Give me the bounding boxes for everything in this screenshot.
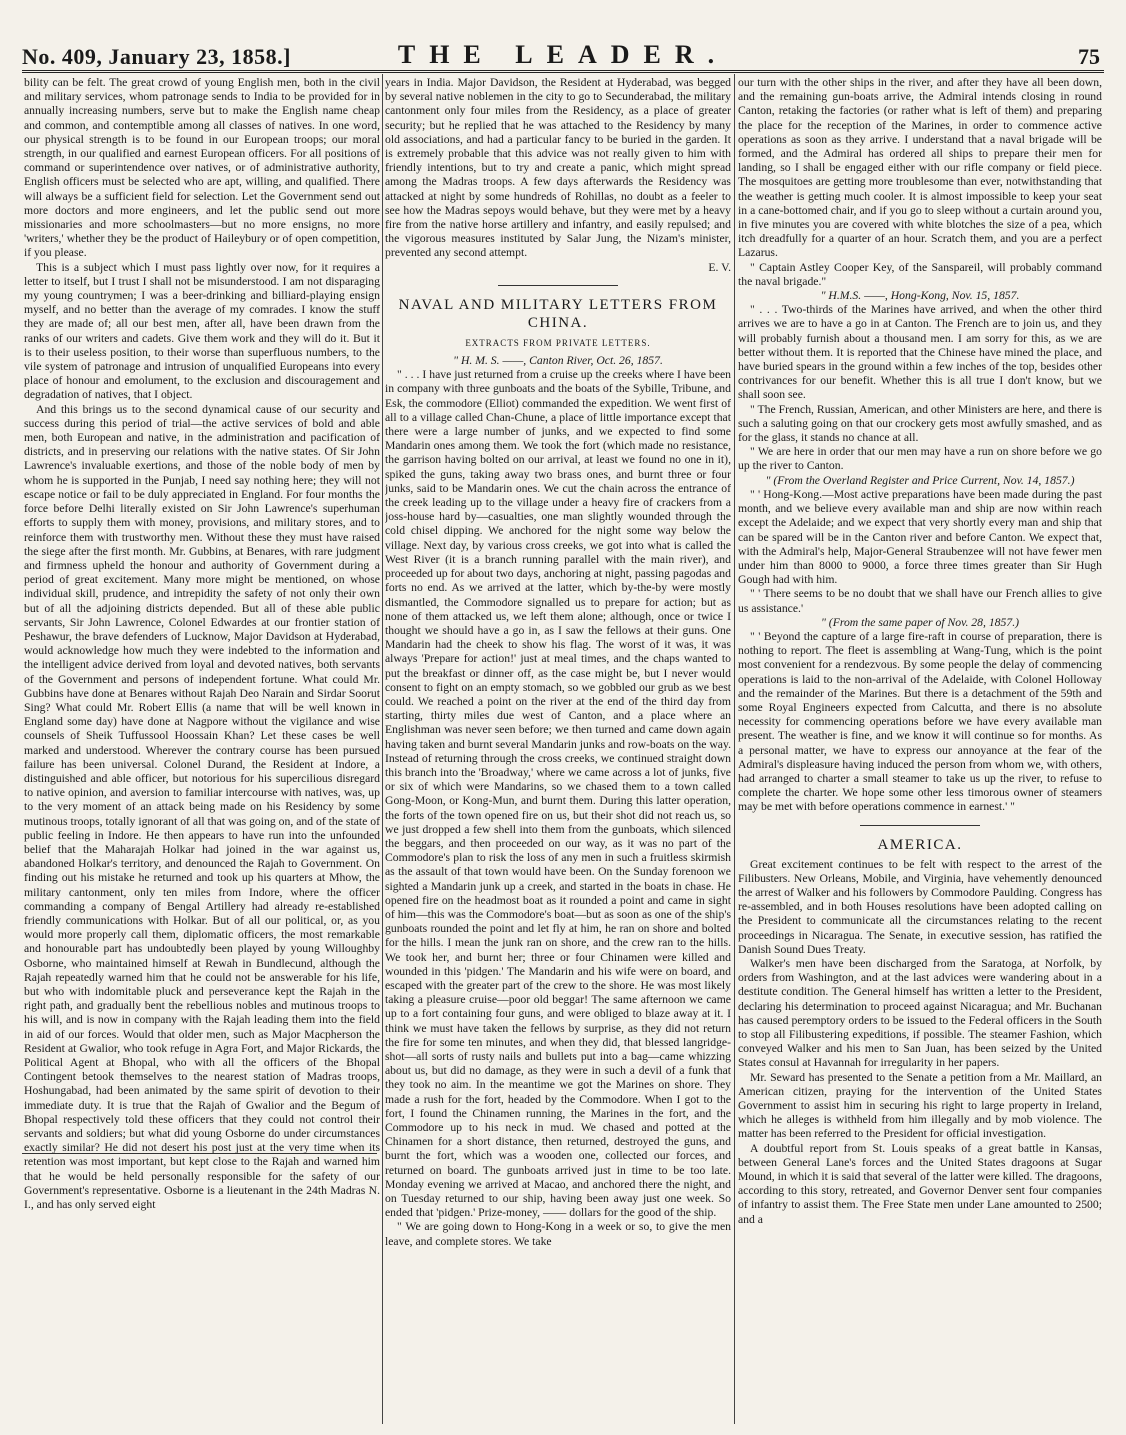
article-subheading: EXTRACTS FROM PRIVATE LETTERS. <box>465 337 651 348</box>
dateline: " H. M. S. ——, Canton River, Oct. 26, 1857. <box>453 354 663 368</box>
section-rule <box>498 285 618 286</box>
paragraph: " ' Beyond the capture of a large fire-raft in course of preparation, there is nothing to report. The fleet is assembling at Wang-Tung, which is the point most convenient for a rendezvous. By some people the delay of commencing operations is laid to the non-arrival of the Adelaide, with Colonel Holloway and the remainder of the Marines. But there is a detachment of the 59th and some Royal Engineers expected from Calcutta, and there is no absolute necessity for commencing operations before we have every available man present. The weather is fine, and we know it will continue so for months. As a personal matter, we have to express our annoyance at the fear of the Admiral's displeasure having induced the person from whom we, with others, had arranged to charter a small steamer to take us up the river, to refuse to complete the charter. We hope some other less timorous owner of steamers may be met with before operations commence in earnest.' " <box>738 629 1102 814</box>
signature: E. V. <box>708 260 731 274</box>
paragraph: " . . . Two-thirds of the Marines have arrived, and when the other third arrives we are to have a go in at Canton. The French are to join us, and they will probably furnish about a thousand men. I am sorry for this, as we are better without them. It is reported that the Chinese have mined the place, and have buried spears in the ground within a few inches of the top, besides other contrivances for our benefit. Whether this is all true I don't know, but we shall soon see. <box>738 303 1102 402</box>
column-2 <box>385 76 731 1422</box>
paragraph: " We are here in order that our men may have a run on shore before we go up the river to Canton. <box>738 445 1102 473</box>
paragraph: " . . . I have just returned from a cruise up the creeks where I have been in company with three gunboats and the boats of the Sybille, Tribune, and Esk, the commodore (Elliot) commanded the expedition. We went first of all to a village called Chan-Chune, a place of little importance except that there were a large number of junks, and we expected to find some Mandarin ones among them. We took the fort (which made no resistance, the garrison having bolted on our arrival, at least we found no one in it), spiked the guns, taking away two brass ones, and burnt three or four junks, said to be Mandarin ones. We cut the chain across the entrance of the creek leading up to the village under a heavy fire of crackers from a joss-house hard by—casualties, one man slightly wounded through the cold chisel dipping. We anchored for the night some way below the village. Next day, by various cross creeks, we got into what is called the West River (it is a branch running parallel with the main river), and proceeded up for about two days, anchoring at night, passing pagodas and forts no end. As we arrived at the latter, which by-the-by were mostly dismantled, the Commodore signalled us to prepare for action; but as none of them attacked us, we left them alone; although, once or twice I thought we should have a go in, as I saw the fellows at their guns. One Mandarin had the cheek to show his flag. The worst of it was, it was always 'Prepare for action!' just at meal times, and the chaps wanted to put the breakfast or dinner off, as the case might be, but I never would consent to fight on an empty stomach, so we gobbled our grub as we best could. We reached a point on the river at the end of the third day from starting, thirty miles due west of Canton, and a place where an Englishman was never seen before; we then turned and came down again having taken and burnt several Mandarin junks and row-boats on the way. Instead of returning through the cross creeks, we continued straight down this branch into the 'Broadway,' where we came across a lot of junks, five or six of which were Mandarins, so we chased them to a town called Gong-Moon, or Kong-Mun, and burnt them. During this latter operation, the forts of the town opened fire on us, but their shot did not reach us, so we just dropped a few shell into them from the gunboats, which silenced the beggars, and then proceeded on our way, as it was no part of the Commodore's plan to risk the loss of any men in such a fruitless skirmish as the assault of that town would have been. On the Sunday forenoon we sighted a Mandarin junk up a creek, and started in the boats in chase. He opened fire on the headmost boat as it rounded a point and came in sight of him—this was the Commodore's boat—but as soon as one of the ship's gunboats rounded the point and let fly at him, he ran on shore and bolted for the hills. I mean the junk ran on shore, and the crew ran to the hills. We took her, and burnt her; three or four Chinamen were killed and wounded in this 'pidgen.' The Mandarin and his wife were on board, and escaped with the greater part of the crew to the shore. He was most likely taking a pleasure cruise—poor old beggar! The same afternoon we came up to a fort containing four guns, and were obliged to blaze away at it. I think we must have taken the fellows by surprise, as they did not return the fire for some ten minutes, and when they did, that blessed langridge-shot—all sorts of rusty nails and bullets put into a bag—came whizzing about us, but did no damage, as they were in such a devil of a funk that they took no aim. In the meantime we got the Marines on shore. They made a rush for the fort, headed by the Commodore. When I got to the fort, I found the Chinamen running, the Marines in the fort, and the Commodore up to his neck in mud. We chased and potted at the Chinamen for a short distance, then returned, destroyed the guns, and burnt the fort, which was a wooden one, collected our forces, and returned on board. The gunboats arrived just in time to be too late. Monday evening we arrived at Macao, and anchored there the night, and on Tuesday returned to our ship, having been away just one week. So ended that 'pidgen.' Prize-money, —— dollars for the good of the ship. <box>385 368 731 1220</box>
column-divider <box>734 74 735 1424</box>
paragraph: our turn with the other ships in the river, and after they have all been down, and the remaining gun-boats arrive, the Admiral intends closing in round Canton, retaking the factories (or rather what is left of them) and preparing the place for the reception of the Marines, in order to commence active operations as soon as they arrive. I understand that a naval brigade will be formed, and the Admiral has ordered all ships to prepare their men for landing, so I shall be engaged either with our rifle company or field piece. The mosquitoes are getting more troublesome than ever, notwithstanding that the weather is getting much cooler. It is almost impossible to keep your seat in a cane-bottomed chair, and if you go to sleep without a curtain around you, in five minutes you are covered with white blotches the size of a pea, which itch dreadfully for a quarter of an hour. Scratch them, and you are a perfect Lazarus. <box>738 76 1102 260</box>
paragraph: years in India. Major Davidson, the Resident at Hyderabad, was begged by several native noblemen in the city to go to Secunderabad, the military cantonment only four miles from the Residency, as a place of greater security; but he replied that he was attached to the Residency by many old associations, and had a particular fancy to be buried in the garden. It is extremely probable that this advice was not really given to him with friendly intentions, but to try and create a panic, which might spread among the Madras troops. A few days afterwards the Residency was attacked at night by some hundreds of Rohillas, no doubt as a feeler to see how the Madras sepoys would behave, but they were met by a heavy fire from the native horse artillery and infantry, and easily repulsed; and the vigorous measures instituted by Salar Jung, the Nizam's minister, prevented any second attempt. <box>385 76 731 260</box>
masthead <box>22 40 1104 70</box>
column-3 <box>738 76 1102 1422</box>
paragraph: This is a subject which I must pass lightly over now, for it requires a letter to itself, but I trust I shall not be misunderstood. I am not disparaging my young countrymen; I was a beer-drinking and billiard-playing ensign myself, and no better than the average of my comrades. I know the stuff they are made of; all our best men, after all, have been drawn from the ranks of our writers and cadets. Give them work and they will do it. But it is to their useless position, to their worse than superfluous numbers, to the vile system of patronage and intrusion of unqualified Europeans into every place of honour and emolument, to the exclusion and discouragement and degradation of natives, that I object. <box>24 260 380 402</box>
dateline: " (From the same paper of Nov. 28, 1857.) <box>820 615 1020 629</box>
paragraph: " ' There seems to be no doubt that we shall have our French allies to give us assistance.' <box>738 587 1102 615</box>
paragraph: A doubtful report from St. Louis speaks of a great battle in Kansas, between General Lane's forces and the United States dragoons at Sugar Mound, in which it is said that several of the latter were killed. The dragoons, according to this story, retreated, and Governor Denver sent four companies of infantry to assist them. The Free State men under Lane amounted to 2500; and a <box>738 1141 1102 1226</box>
masthead-rule <box>22 70 1104 73</box>
page-number: 75 <box>1078 44 1100 69</box>
paragraph: And this brings us to the second dynamical cause of our security and success during this period of trial—the active services of bold and able men, both European and native, in the administration and pacification of districts, and in preserving our relations with the native states. Of Sir John Lawrence's invaluable exertions, and those of the noble body of men by whom he is supported in the Punjab, I need say nothing here; they will not escape notice or fail to be duly appreciated in England. For four months the force before Delhi literally existed on Sir John Lawrence's superhuman efforts to supply them with money, provisions, and military stores, and to reinforce them with trustworthy men. Without these they must have raised the siege after the first month. Mr. Gubbins, at Benares, with rare judgment and firmness upheld the honour and authority of Government during a period of great excitement. Many more might be mentioned, on whose individual skill, prudence, and intrepidity the safety of not only their own but of all the adjoining districts depended. But all of these able public servants, Sir John Lawrence, Colonel Edwardes at our frontier station of Peshawur, the brave defenders of Lucknow, Major Davidson at Hyderabad, would acknowledge how much they were indebted to the information and the intelligent advice derived from loyal and devoted natives, both servants of the Government and persons of independent fortune. What could Mr. Gubbins have done at Benares without Rajah Deo Narain and Sirdar Soorut Sing? What could Mr. Robert Ellis (a name that will be well known in England some day) have done at Nagpore without the vigilance and wise counsels of Sheik Tuffussool Hoossain Khan? Let these cases be well marked and understood. Wherever the contrary course has been pursued failure has been universal. Colonel Durand, the Resident at Indore, a distinguished and able officer, but notorious for his supercilious disregard to native opinion, and aversion to familiar intercourse with natives, was, up to the very moment of an attack being made on his Residency by some mutinous troops, totally ignorant of all that was going on, and of the state of public feeling in Indore. He then appears to have run into the unfounded belief that the Maharajah Holkar had joined in the war against us, abandoned Holkar's territory, and denounced the Rajah to Government. On finding out his mistake he returned and took up his quarters at Mhow, the military cantonment, only ten miles from Indore, where the officer commanding a company of Bengal Artillery had already re-established friendly communications with Holkar. But of all our political, or, as you would more properly call them, diplomatic officers, the most remarkable and honourable part has undoubtedly been played by young Willoughby Osborne, who maintained himself at Rewah in Bundlecund, although the Rajah repeatedly warned him that he could not be answerable for his life, but who with indomitable pluck and perseverance kept the Rajah in the right path, and gradually bent the rebellious nobles and mutinous troops to his will, and is now in company with the Rajah leading them into the field in aid of our forces. Would that older men, such as Major Macpherson the Resident at Gwalior, who took refuge in Agra Fort, and Major Rickards, the Political Agent at Bhopal, who with all the officers of the Bhopal Contingent betook themselves to the nearest station of Madras troops, Hoshungabad, had been animated by the same spirit of devotion to their immediate duty. It is true that the Rajah of Gwalior and the Begum of Bhopal respectively told these officers that they could not control their servants and soldiers; but what did young Osborne do under circumstances exactly similar? He did not desert his post just at the very time when its retention was most important, but kept close to the Rajah and warned him that he would be held personally responsible for the safety of our Government's representative. Osborne is a lieutenant in the 24th Madras N. I., and has only served eight <box>24 402 380 1212</box>
paragraph: " We are going down to Hong-Kong in a week or so, to give the men leave, and complete stores. We take <box>385 1220 731 1248</box>
paragraph: Mr. Seward has presented to the Senate a petition from a Mr. Maillard, an American citizen, praying for the intervention of the United States Government to assist him in securing his right to large property in Ireland, which he alleges is withheld from him illegally and by mob violence. The matter has been referred to the President for official investigation. <box>738 1070 1102 1141</box>
column-1 <box>24 76 380 1422</box>
column-divider <box>382 74 383 1424</box>
paragraph: " Captain Astley Cooper Key, of the Sanspareil, will probably command the naval brigade." <box>738 260 1102 288</box>
paragraph: bility can be felt. The great crowd of young English men, both in the civil and military services, whom patronage sends to India to be provided for in annually increasing numbers, serve but to make the English name cheap and common, and contemptible among all classes of natives. In one word, our physical strength is to be found in our European troops; our moral strength, in our qualified and earnest European officers. For all positions of command or superintendence over natives, or of administrative authority, English officers must be selected who are apt, willing, and qualified. There will always be a sufficient field for selection. Let the Government send out more doctors and more engineers, and let the public send out more missionaries and more schoolmasters—but no more ensigns, no more 'writers,' whether they be the product of Haileybury or of open competition, if you please. <box>24 76 380 260</box>
article-heading: NAVAL AND MILITARY LETTERS FROM CHINA. <box>398 296 718 331</box>
issue-number: No. 409, January 23, 1858.] <box>22 44 291 69</box>
section-rule <box>860 825 980 826</box>
dateline: " (From the Overland Register and Price Current, Nov. 14, 1857.) <box>765 473 1075 487</box>
paragraph: " The French, Russian, American, and other Ministers are here, and there is such a saluting going on that our crockery gets most awfully smashed, and as for the glass, it stands no chance at all. <box>738 402 1102 445</box>
newspaper-title: THE LEADER. <box>397 40 729 69</box>
article-heading: AMERICA. <box>877 836 963 853</box>
paragraph: Great excitement continues to be felt with respect to the arrest of the Filibusters. New Orleans, Mobile, and Virginia, have vehemently denounced the arrest of Walker and his followers by Commodore Paulding. Congress has re-assembled, and in both Houses resolutions have been adopted calling on the President to communicate all the circumstances relating to the recent proceedings in Nicaragua. The Senate, in executive session, has ratified the Danish Sound Dues Treaty. <box>738 857 1102 956</box>
dateline: " H.M.S. ——, Hong-Kong, Nov. 15, 1857. <box>820 289 1020 303</box>
paragraph: Walker's men have been discharged from the Saratoga, at Norfolk, by orders from Washington, and at the last advices were wandering about in a destitute condition. The General himself has written a letter to the President, declaring his determination to proceed against Nicaragua; and Mr. Buchanan has caused peremptory orders to be issued to the Federal officers in the South to stop all Filibustering expeditions, if possible. The steamer Fashion, which conveyed Walker and his men to San Juan, has been seized by the United States consul at Havannah for irregularity in her papers. <box>738 956 1102 1070</box>
paragraph: " ' Hong-Kong.—Most active preparations have been made during the past month, and we believe every available man and ship are now within reach except the Adelaide; and we expect that very shortly every man and ship that can be spared will be in the Canton river and before Canton. We expect that, with the Admiral's help, Major-General Straubenzee will not have fewer men under him than 8000 to 9000, a force three times greater than Sir Hugh Gough had with him. <box>738 487 1102 587</box>
fold-line <box>22 1153 377 1154</box>
